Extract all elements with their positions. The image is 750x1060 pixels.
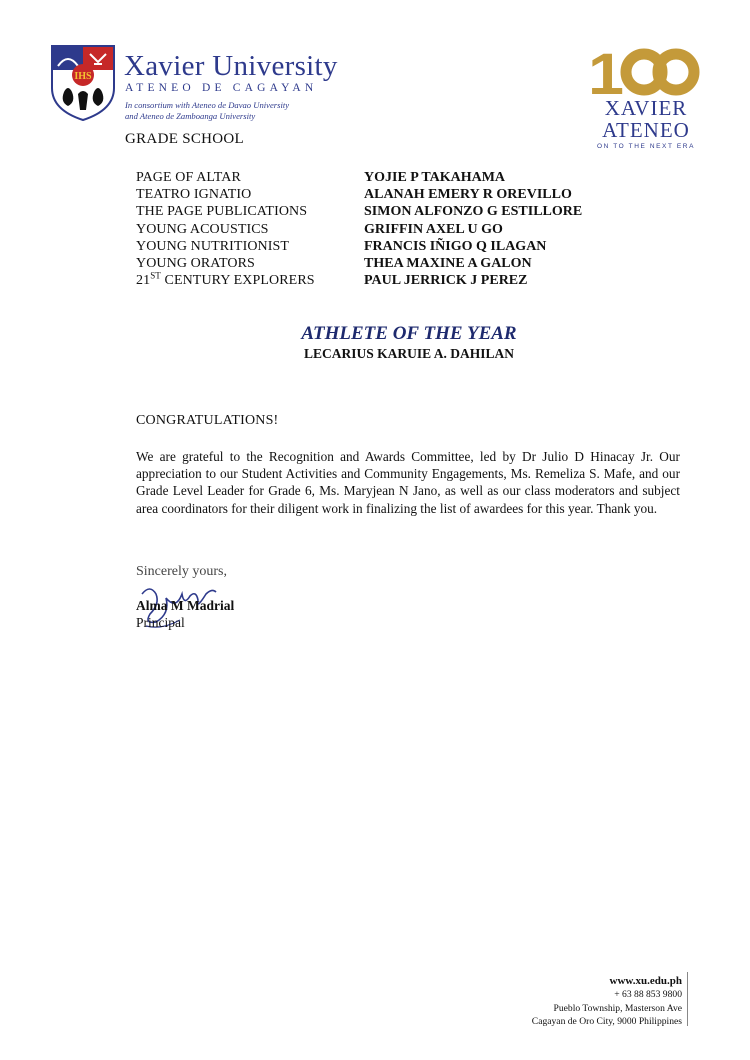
award-row	[136, 272, 656, 289]
signer-name: Alma M Madrial	[136, 598, 235, 613]
award-row	[136, 186, 656, 203]
award-suffix: CENTURY EXPLORERS	[160, 273, 315, 289]
award-winner: YOJIE P TAKAHAMA	[364, 170, 506, 185]
award-superscript: ST	[150, 270, 161, 281]
award-name: TEATRO IGNATIO	[136, 187, 252, 203]
award-winner: FRANCIS IÑIGO Q ILAGAN	[364, 238, 547, 254]
award-row	[136, 221, 656, 238]
centennial-xavier: XAVIER	[604, 96, 688, 120]
athlete-of-year-title: ATHLETE OF THE YEAR	[301, 323, 517, 344]
consortium-line-2: and Ateneo de Zamboanga University	[125, 111, 256, 121]
signer-title: Principal	[136, 615, 185, 630]
award-name	[136, 272, 364, 289]
centennial-logo	[588, 44, 700, 98]
award-winner: ALANAH EMERY R OREVILLO	[364, 187, 572, 203]
award-winner: THEA MAXINE A GALON	[364, 255, 532, 271]
university-crest	[50, 44, 116, 122]
award-row	[136, 169, 656, 186]
award-name: YOUNG NUTRITIONIST	[136, 238, 290, 254]
award-prefix: 21	[136, 273, 151, 289]
university-subtitle: ATENEO DE CAGAYAN	[125, 82, 318, 94]
award-winner: SIMON ALFONZO G ESTILLORE	[364, 204, 583, 220]
award-name: YOUNG ORATORS	[136, 255, 255, 271]
award-name: YOUNG ACOUSTICS	[136, 221, 269, 237]
centennial-one: 1	[588, 44, 624, 98]
consortium-line-1: In consortium with Ateneo de Davao University	[125, 100, 290, 110]
footer-address-2: Cagayan de Oro City, 9000 Philippines	[531, 1016, 682, 1028]
award-winner: GRIFFIN AXEL U GO	[364, 221, 503, 237]
consortium-note	[125, 100, 289, 122]
footer-website[interactable]: www.xu.edu.ph	[609, 975, 682, 987]
award-name: PAGE OF ALTAR	[136, 170, 241, 185]
university-name: Xavier University	[124, 50, 338, 82]
footer-contact	[532, 975, 682, 1029]
awards-list	[136, 169, 656, 289]
award-row	[136, 238, 656, 255]
department-title: GRADE SCHOOL	[125, 131, 245, 147]
award-row	[136, 255, 656, 272]
svg-text:IHS: IHS	[74, 71, 92, 82]
footer-phone: + 63 88 853 9800	[614, 989, 682, 1001]
letter-body: We are grateful to the Recognition and Awards Committee, led by Dr Julio D Hinacay Jr. Our appreciation to our Student Activities and Community Engagements, Ms. Remeliza S. Mafe, and our Grade Level Leader for Grade 6, Ms. Maryjean N Jano, as well as our class moderators and subject area coordinators for their diligent work in finalizing the list of awardees for this year. Thank you.	[136, 449, 680, 516]
footer-address-1: Pueblo Township, Masterson Ave	[553, 1002, 682, 1014]
letter-closing: Sincerely yours,	[136, 564, 227, 579]
congratulations-line: CONGRATULATIONS!	[136, 413, 279, 428]
award-winner: PAUL JERRICK J PEREZ	[364, 273, 528, 289]
award-name: THE PAGE PUBLICATIONS	[136, 204, 308, 220]
centennial-ateneo: ATENEO	[602, 118, 690, 142]
footer-divider	[687, 972, 688, 1026]
centennial-tagline: ON TO THE NEXT ERA	[596, 143, 696, 150]
award-row	[136, 203, 656, 220]
athlete-of-year-name: LECARIUS KARUIE A. DAHILAN	[303, 346, 515, 361]
